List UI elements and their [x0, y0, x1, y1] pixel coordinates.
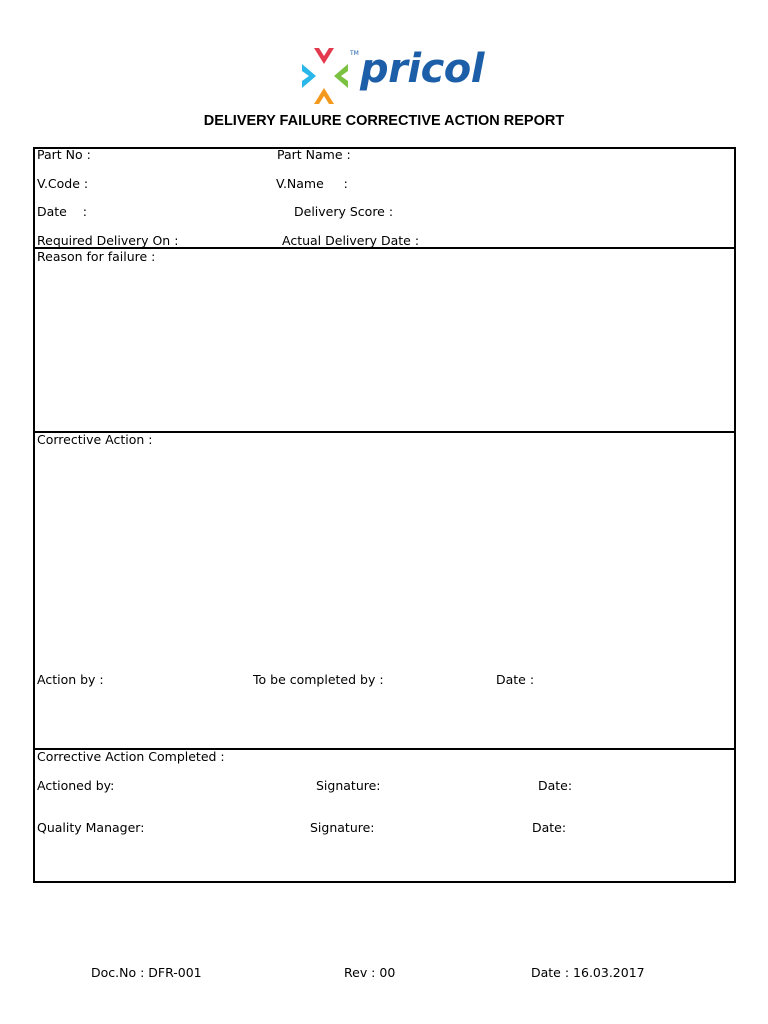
- to-be-completed-by-field[interactable]: To be completed by :: [253, 672, 384, 687]
- part-name-field[interactable]: Part Name :: [277, 147, 351, 162]
- revision-number: Rev : 00: [344, 965, 396, 980]
- action-by-field[interactable]: Action by :: [37, 672, 104, 687]
- completed-date-field-2[interactable]: Date:: [532, 820, 567, 835]
- completed-date-field-1[interactable]: Date:: [538, 778, 573, 793]
- page-title: DELIVERY FAILURE CORRECTIVE ACTION REPORT: [203, 113, 565, 129]
- delivery-score-field[interactable]: Delivery Score :: [294, 204, 394, 219]
- quality-manager-field[interactable]: Quality Manager:: [37, 820, 145, 835]
- pricol-logo: [300, 44, 485, 106]
- corrective-date-field[interactable]: Date :: [496, 672, 535, 687]
- actioned-by-field[interactable]: Actioned by:: [37, 778, 115, 793]
- reason-for-failure-label: Reason for failure :: [37, 249, 156, 264]
- doc-number: Doc.No : DFR-001: [91, 965, 202, 980]
- date-field[interactable]: Date :: [37, 204, 87, 219]
- required-delivery-on-field[interactable]: Required Delivery On :: [37, 233, 179, 248]
- corrective-action-label: Corrective Action :: [37, 432, 153, 447]
- corrective-action-completed-label: Corrective Action Completed :: [37, 749, 225, 764]
- signature-field-2[interactable]: Signature:: [310, 820, 375, 835]
- document-date: Date : 16.03.2017: [531, 965, 645, 980]
- v-code-field[interactable]: V.Code :: [37, 176, 89, 191]
- actual-delivery-date-field[interactable]: Actual Delivery Date :: [282, 233, 420, 248]
- part-no-field[interactable]: Part No :: [37, 147, 91, 162]
- v-name-field[interactable]: V.Name :: [276, 176, 348, 191]
- signature-field-1[interactable]: Signature:: [316, 778, 381, 793]
- trademark-label: TM: [350, 50, 359, 57]
- logo-wordmark: pricol: [360, 46, 484, 92]
